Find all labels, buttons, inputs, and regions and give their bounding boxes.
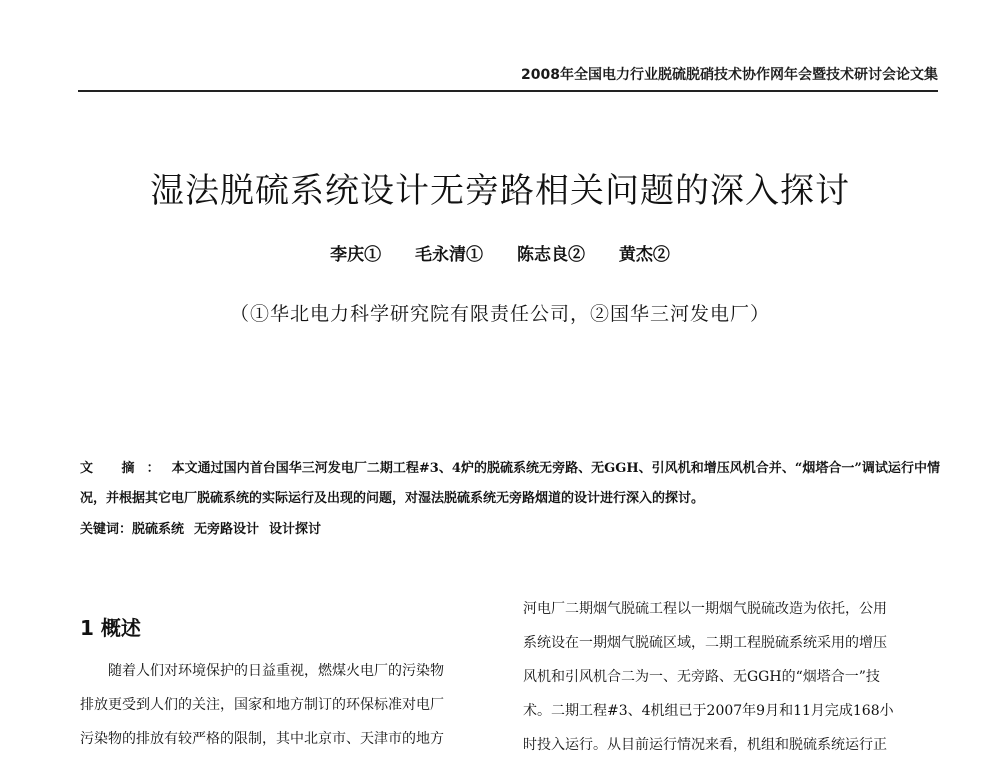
abstract-label: 文 摘： — [80, 461, 172, 476]
affiliation: （①华北电力科学研究院有限责任公司，②国华三河发电厂） — [229, 303, 770, 325]
author: 毛永清① — [415, 245, 484, 265]
paragraph-line: 河电厂二期烟气脱硫工程以一期烟气脱硫改造为依托，公用 — [523, 601, 887, 617]
header-rule — [78, 90, 938, 92]
paper-title: 湿法脱硫系统设计无旁路相关问题的深入探讨 — [150, 171, 850, 211]
left-column — [80, 654, 500, 756]
paragraph-line: 风机和引风机合二为一、无旁路、无GGH的“烟塔合一”技 — [523, 669, 880, 685]
paragraph-line: 术。二期工程#3、4机组已于2007年9月和11月完成168小 — [523, 703, 894, 719]
keywords — [80, 518, 331, 537]
paragraph-line: 系统设在一期烟气脱硫区域，二期工程脱硫系统采用的增压 — [523, 635, 887, 651]
paragraph-line: 随着人们对环境保护的日益重视，燃煤火电厂的污染物 — [108, 663, 444, 679]
section-heading: 1 概述 — [80, 616, 141, 640]
keyword: 无旁路设计 — [194, 522, 260, 537]
right-column — [523, 592, 943, 762]
abstract-text: 本文通过国内首台国华三河发电厂二期工程#3、4炉的脱硫系统无旁路、无GGH、引风机和增压风机合并、“烟塔合一”调试运行中情况，并根据其它电厂脱硫系统的实际运行及出现的问题，对湿法脱硫系统无旁路烟道的设计进行深入的探讨。 — [80, 461, 940, 506]
keywords-label: 关键词： — [80, 522, 133, 537]
author: 李庆① — [330, 245, 382, 265]
author: 陈志良② — [516, 245, 585, 265]
author: 黄杰② — [618, 245, 670, 265]
paragraph-line: 时投入运行。从目前运行情况来看，机组和脱硫系统运行正 — [523, 737, 887, 753]
abstract — [80, 454, 940, 514]
running-header: 2008年全国电力行业脱硫脱硝技术协作网年会暨技术研讨会论文集 — [521, 67, 938, 83]
paragraph-line: 污染物的排放有较严格的限制，其中北京市、天津市的地方 — [80, 731, 444, 747]
keyword: 设计探讨 — [269, 522, 322, 537]
paragraph-line: 排放更受到人们的关注，国家和地方制订的环保标准对电厂 — [80, 697, 444, 713]
keyword: 脱硫系统 — [132, 522, 185, 537]
author-list — [0, 240, 1000, 265]
